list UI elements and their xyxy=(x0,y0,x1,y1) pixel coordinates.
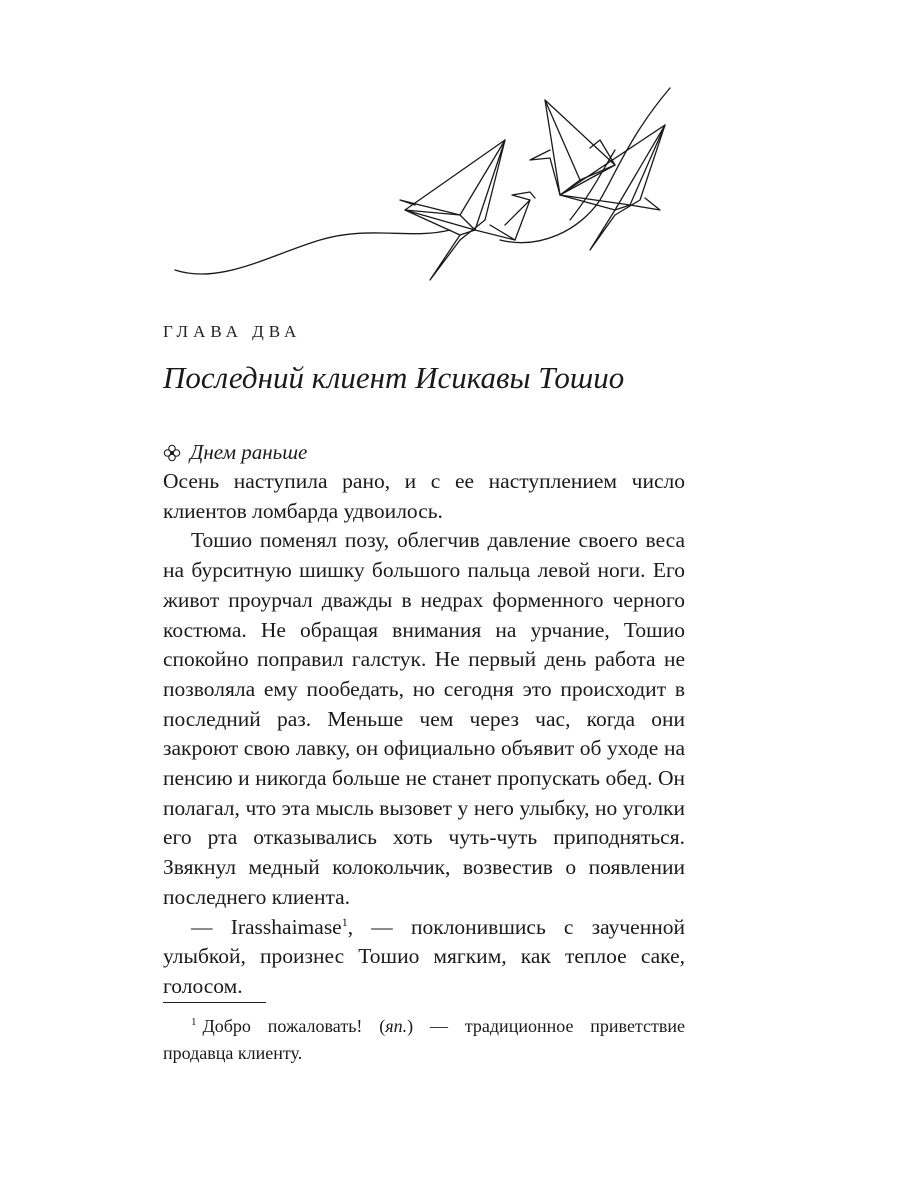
chapter-title: Последний клиент Исикавы Тошио xyxy=(163,360,625,395)
paragraph-1: Осень наступила рано, и с ее наступлением число клиентов ломбарда удвоилось. xyxy=(163,469,685,523)
footnote xyxy=(163,1013,685,1067)
paragraph-2: Тошио поменял позу, облегчив давление своего веса на бурситную шишку большого пальца левой ноги. Его живот проурчал дважды в недрах форменного черного костюма. Не обращая внимания на урчание, Тошио спокойно поправил галстук. Не первый день работа не позволяла ему пообедать, но сегодня это происходит в последний раз. Меньше чем через час, когда они закроют свою лавку, он официально объявит об уходе на пенсию и никогда больше не станет пропускать обед. Он полагал, что эта мысль вызовет у него улыбку, но уголки его рта отказывались хоть чуть-чуть приподняться. Звякнул медный колокольчик, возвестив о появлении последнего клиента. xyxy=(163,528,685,909)
footnote-abbreviation: яп. xyxy=(385,1016,408,1036)
section-heading-text: Днем раньше xyxy=(190,440,308,464)
footnote-text-end: ) — традиционное приветствие продавца клиенту. xyxy=(163,1016,685,1063)
footnote-text-start: Добро пожаловать! ( xyxy=(202,1016,386,1036)
body-text xyxy=(163,467,685,1002)
footnote-number: 1 xyxy=(191,1016,197,1028)
paragraph-3 xyxy=(163,913,685,1002)
footnote-reference[interactable]: 1 xyxy=(341,914,348,929)
footnote-divider xyxy=(163,1002,266,1003)
section-heading xyxy=(163,440,307,465)
ornament-flower-icon xyxy=(163,444,181,462)
paragraph-3-end: , — поклонившись с заученной улыбкой, произнес Тошио мягким, как теплое саке, голосом. xyxy=(163,914,685,998)
origami-cranes-illustration xyxy=(160,80,700,300)
chapter-label: ГЛАВА ДВА xyxy=(163,322,302,341)
paragraph-3-start: — Irasshaimase xyxy=(191,914,342,939)
